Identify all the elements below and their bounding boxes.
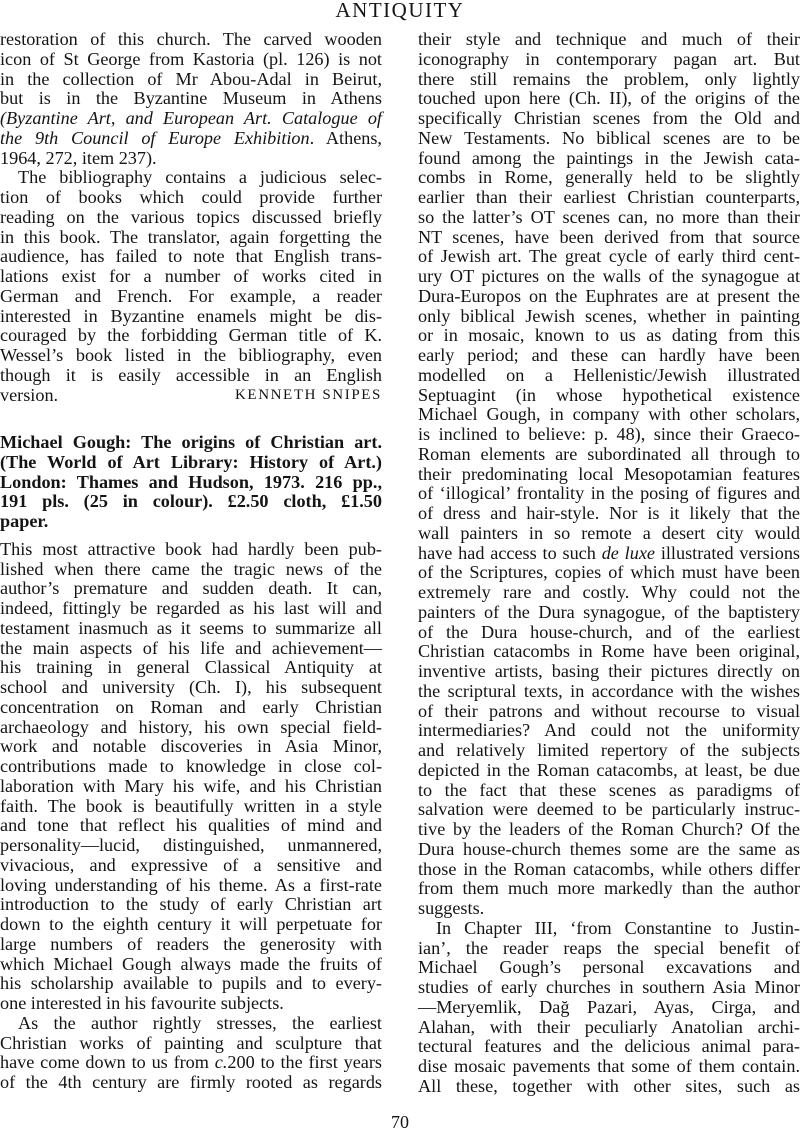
text-line: of Jewish art. The great cycle of early third cent- — [418, 246, 800, 267]
text-line: paper. — [0, 511, 49, 531]
text-fragment: . Athens, — [309, 127, 382, 148]
text-line: or in mosaic, known to us as dating from this — [418, 325, 800, 346]
text-line: work and notable discoveries in Asia Minor, — [0, 736, 382, 757]
text-line: specifically Christian scenes from the Old and — [418, 108, 800, 128]
text-line: in the collection of Mr Abou-Adal in Beirut, — [0, 68, 382, 89]
text-line: laboration with Mary his wife, and his Christian — [0, 775, 382, 796]
text-line: painters of the Dura synagogue, of the baptistery — [418, 601, 800, 622]
text-line: of the Scriptures, copies of which must have been — [418, 562, 800, 583]
text-line: tectural features and the delicious animal para- — [418, 1036, 800, 1057]
previous-review-ending — [0, 30, 382, 405]
text-line: their predominating local Mesopotamian features — [418, 463, 800, 484]
text-line: New Testaments. No biblical scenes are to be — [418, 127, 800, 148]
page-number: 70 — [391, 1112, 409, 1132]
text-line: only biblical Jewish scenes, whether in painting — [418, 305, 800, 326]
text-line: testament inasmuch as it seems to summarize all — [0, 617, 382, 638]
text-line — [418, 544, 800, 564]
text-line: —Meryemlik, Dağ Pazari, Ayas, Cirga, and — [418, 996, 800, 1017]
text-line: ury OT pictures on the walls of the synagogue at — [418, 266, 800, 286]
list-lines-p1 — [0, 30, 382, 109]
text-line: earlier than their earliest Christian counterparts, — [418, 187, 800, 207]
text-line: author’s premature and sudden death. It can, — [0, 578, 382, 599]
text-line: combs in Rome, generally held to be slightly — [418, 167, 800, 188]
text-line: lished when there came the tragic news of the — [0, 558, 382, 579]
text-line: Michael Gough, in company with other scholars, — [418, 404, 800, 425]
text-line: (The World of Art Library: History of Art.) — [0, 451, 382, 472]
text-line: Wessel’s book listed in the bibliography, even — [0, 345, 382, 365]
text-line: early period; and these can hardly have been — [418, 345, 800, 365]
text-line: in this book. The translator, again forgetting the — [0, 226, 382, 247]
right-column — [418, 30, 800, 1097]
text-fragment: 200 to the first years — [227, 1052, 382, 1073]
text-line: restoration of this church. The carved wooden — [0, 29, 382, 49]
text-line: The bibliography contains a judicious selec- — [18, 167, 382, 188]
text-line: reading on the various topics discussed briefly — [0, 206, 382, 227]
text-line: down to the eighth century it will perpetuate for — [0, 914, 382, 934]
text-line: German and French. For example, a reader — [0, 285, 382, 306]
text-line — [0, 109, 382, 129]
text-line: ian’, the reader reaps the special benefit of — [418, 937, 800, 958]
text-line — [0, 1053, 382, 1073]
text-line: is inclined to believe: p. 48), since their Graeco- — [418, 424, 800, 444]
text-line: faith. The book is beautifully written in a style — [0, 795, 382, 816]
text-line: introduction to the study of early Christian art — [0, 894, 382, 915]
text-line: the main aspects of his life and achievement— — [0, 637, 382, 658]
text-line: and relatively limited repertory of the subjects — [418, 740, 800, 760]
text-line: Michael Gough’s personal excavations and — [418, 957, 800, 978]
text-line: personality—lucid, distinguished, unmannered, — [0, 835, 382, 855]
text-line: suggests. — [418, 898, 485, 918]
left-column — [0, 30, 382, 1093]
review-body-para2 — [0, 1014, 382, 1054]
text-fragment: have had access to such — [418, 542, 602, 563]
text-line: from them much more markedly than the author — [418, 878, 800, 899]
text-line: modelled on a Hellenistic/Jewish illustrated — [418, 364, 800, 385]
text-line: vivacious, and expressive of a sensitive and — [0, 854, 382, 875]
text-fragment: have come down to us from — [0, 1052, 215, 1073]
text-line: so the latter’s OT scenes can, no more than their — [418, 206, 800, 227]
text-line: As the author rightly stresses, the earliest — [18, 1012, 382, 1033]
text-line: found among the paintings in the Jewish cata- — [418, 147, 800, 168]
text-line: Dura-Europos on the Euphrates are at present the — [418, 285, 800, 306]
text-line: lations exist for a number of works cited in — [0, 266, 382, 286]
text-line: extremely rare and costly. Why could not the — [418, 582, 800, 602]
text-line: audience, has failed to note that English trans- — [0, 246, 382, 267]
review-body-para1 — [0, 540, 382, 994]
text-line: touched upon here (Ch. II), of the origins of the — [418, 88, 800, 109]
review-heading — [0, 433, 382, 532]
text-line: 1964, 272, item 237). — [0, 147, 157, 168]
text-line: couraged by the forbidding German title of K. — [0, 325, 382, 346]
text-line: one interested in his favourite subjects. — [0, 993, 284, 1013]
review-body-cont-b — [418, 563, 800, 899]
reviewer-name: KENNETH SNIPES — [235, 386, 382, 403]
text-line: All these, together with other sites, such as — [418, 1075, 800, 1096]
text-line: salvation were deemed to be particularly instruc- — [418, 799, 800, 820]
review-body-cont — [418, 30, 800, 544]
text-line: which Michael Gough always made the fruits of — [0, 953, 382, 974]
text-line: Michael Gough: The origins of Christian art. — [0, 432, 382, 452]
text-line: those in the Roman catacombs, while others differ — [418, 858, 800, 879]
text-line: studies of early churches in southern Asia Minor — [418, 977, 800, 997]
text-line: interested in Byzantine enamels might be dis- — [0, 305, 382, 326]
text-line: of the 4th century are firmly rooted as regards — [0, 1072, 382, 1092]
text-fragment: illustrated versions — [654, 542, 800, 563]
text-line: Christian catacombs in Rome have been original, — [418, 641, 800, 662]
signature-line — [0, 386, 382, 406]
text-line: of ‘illogical’ frontality in the posing of figures and — [418, 483, 800, 504]
text-line: of their patrons and without recourse to visual — [418, 700, 800, 721]
catalogue-title-cont: the 9th Council of Europe Exhibition — [0, 127, 310, 148]
text-line: indeed, fittingly be regarded as his last will and — [0, 598, 382, 618]
text-line: icon of St George from Kastoria (pl. 126) is not — [0, 48, 382, 69]
text-line: of dress and hair-style. Nor is it likely that the — [418, 503, 800, 523]
text-line: iconography in contemporary pagan art. But — [418, 48, 800, 69]
list-lines-p2 — [0, 168, 382, 385]
text-line: inventive artists, basing their pictures directly on — [418, 661, 800, 681]
text-line: Christian works of painting and sculpture that — [0, 1032, 382, 1053]
text-line: depicted in the Roman catacombs, at least, be due — [418, 759, 800, 780]
text-line: though it is easily accessible in an English — [0, 364, 382, 385]
text-line: but is in the Byzantine Museum in Athens — [0, 88, 382, 109]
text-line: In Chapter III, ‘from Constantine to Justin- — [436, 917, 800, 938]
text-line: tion of books which could provide further — [0, 187, 382, 207]
text-line: Septuagint (in whose hypothetical existence — [418, 384, 800, 405]
text-line: Roman elements are subordinated all through to — [418, 443, 800, 464]
text-line: concentration on Roman and early Christian — [0, 696, 382, 717]
text-line: loving understanding of his theme. As a first-rate — [0, 874, 382, 895]
text-line: dise mosaic pavements that some of them contain. — [418, 1056, 800, 1076]
text-line: school and university (Ch. I), his subsequent — [0, 677, 382, 697]
text-line: of the Dura house-church, and of the earliest — [418, 621, 800, 642]
text-line: the scriptural texts, in accordance with the wishes — [418, 680, 800, 701]
text-line: 191 pls. (25 in colour). £2.50 cloth, £1.50 — [0, 491, 382, 512]
text-line: contributions made to knowledge in close col- — [0, 756, 382, 776]
text-fragment: version. — [0, 384, 59, 405]
catalogue-title: (Byzantine Art, and European Art. Catalogue of — [0, 108, 382, 128]
text-line: large numbers of readers the generosity with — [0, 933, 382, 954]
text-line: This most attractive book had hardly been pub- — [0, 538, 382, 559]
text-line: wall painters in so remote a desert city would — [418, 522, 800, 543]
text-line: there still remains the problem, only lightly — [418, 68, 800, 89]
text-line: NT scenes, have been derived from that source — [418, 226, 800, 247]
text-line: archaeology and history, his own special field- — [0, 716, 382, 737]
running-head: ANTIQUITY — [335, 0, 465, 22]
text-line: and tone that reflect his qualities of mind and — [0, 815, 382, 836]
de-luxe-term: de luxe — [601, 542, 655, 563]
text-line — [0, 129, 382, 149]
text-line: London: Thames and Hudson, 1973. 216 pp., — [0, 471, 382, 492]
text-line: their style and technique and much of their — [418, 29, 800, 49]
text-line: tive by the leaders of the Roman Church? Of the — [418, 819, 800, 839]
review-body-para-chapter3 — [418, 919, 800, 1097]
circa-abbrev: c. — [214, 1052, 228, 1073]
text-line: Alahan, with their peculiarly Anatolian archi- — [418, 1016, 800, 1037]
text-line: Dura house-church themes some are the same as — [418, 838, 800, 859]
spacer — [0, 405, 382, 425]
text-line: intermediaries? And could not the uniformity — [418, 720, 800, 741]
text-line: his scholarship available to pupils and to every- — [0, 973, 382, 994]
text-line: his training in general Classical Antiquity at — [0, 657, 382, 678]
text-line: to the fact that these scenes as paradigms of — [418, 779, 800, 800]
